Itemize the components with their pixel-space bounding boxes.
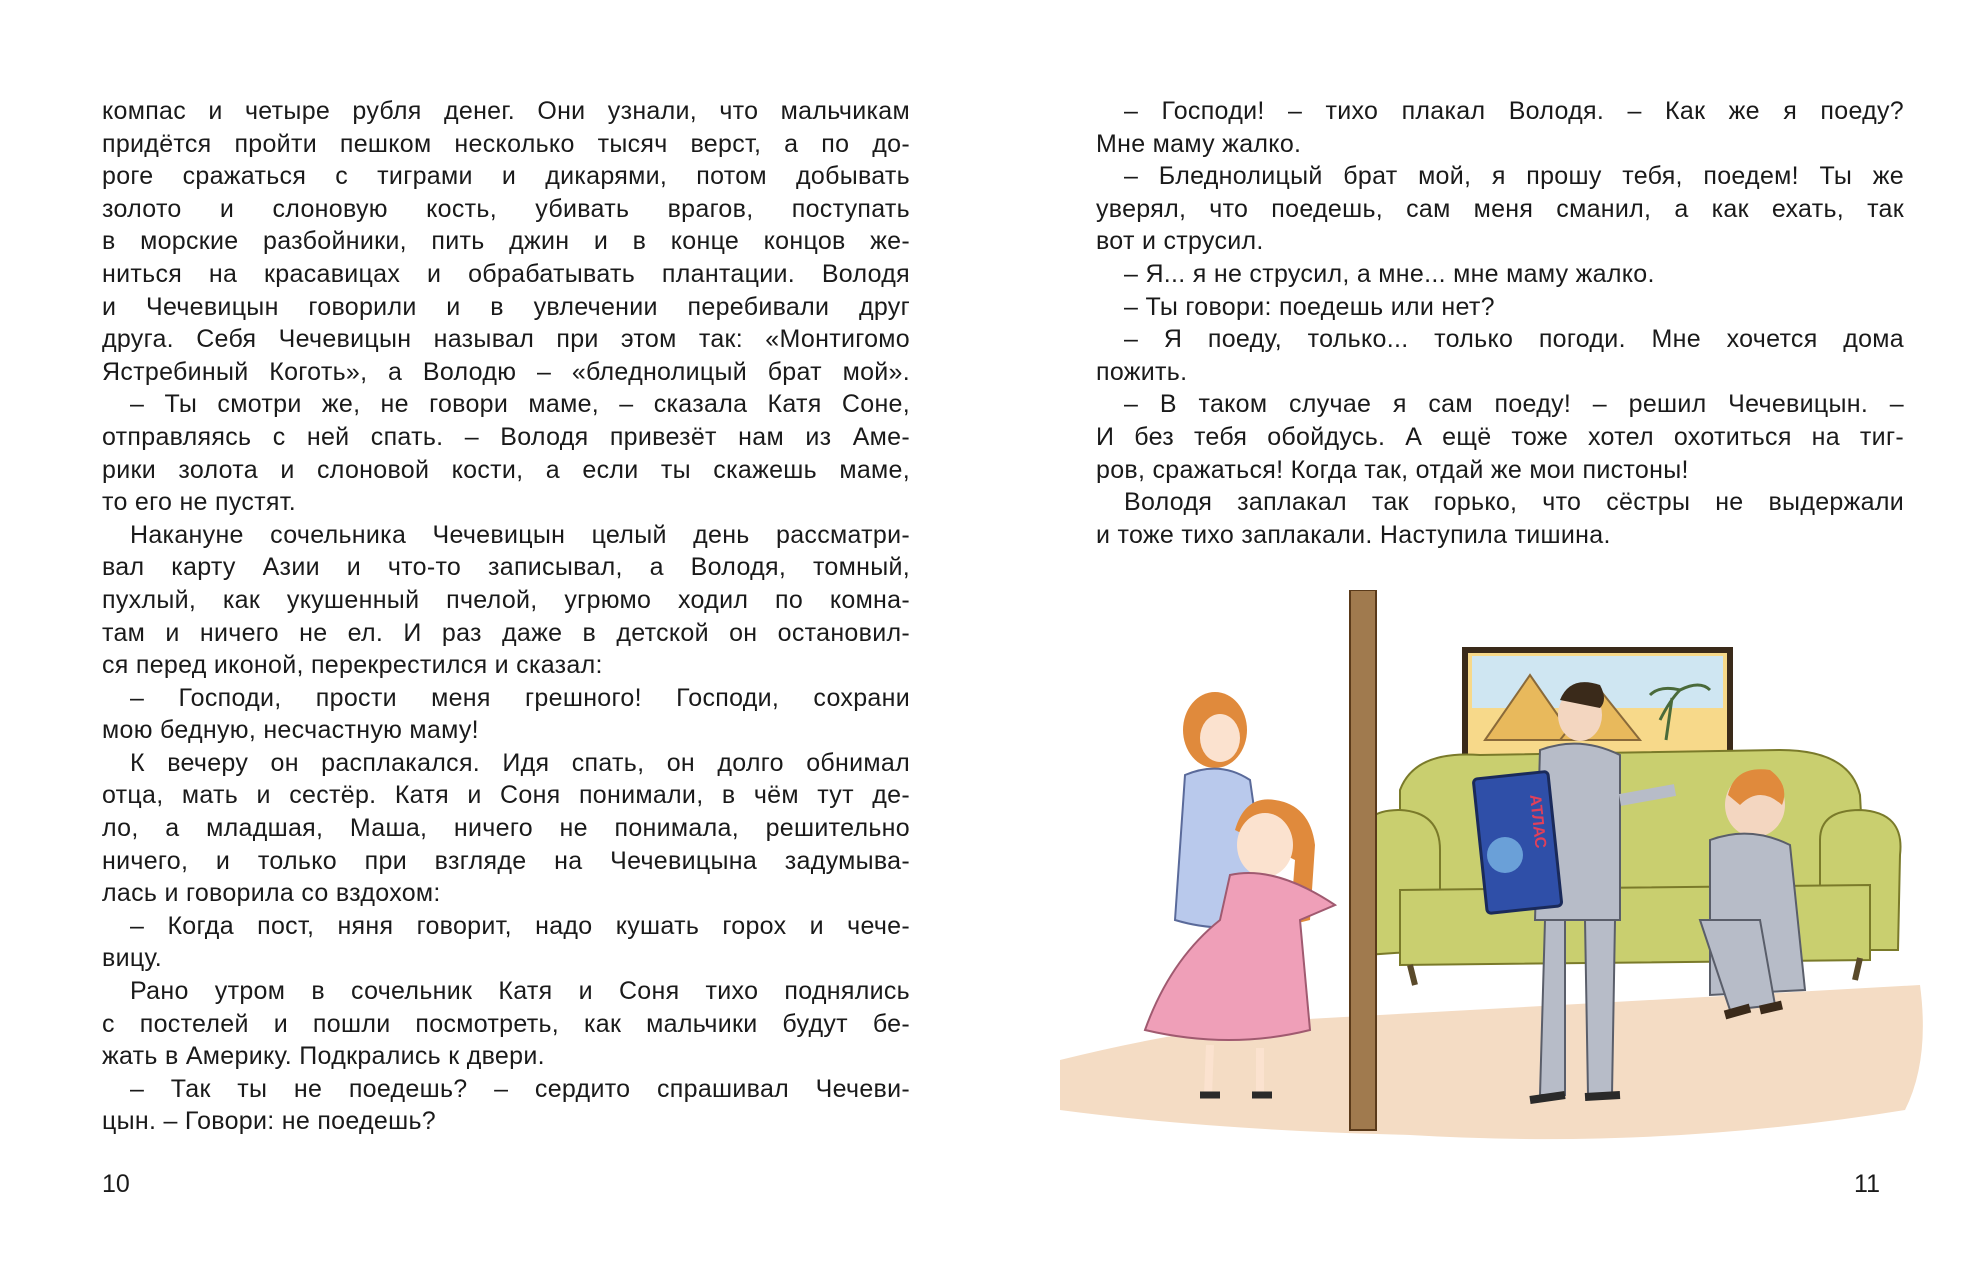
text-line: Рано утром в сочельник Катя и Соня тихо поднялись bbox=[130, 977, 910, 1006]
text-line: – Господи, прости меня грешного! Господи, сохрани bbox=[130, 683, 910, 712]
text-line: мою бедную, несчастную маму! bbox=[102, 716, 479, 745]
text-line: – Бледнолицый брат мой, я прошу тебя, поедем! Ты же bbox=[1124, 162, 1904, 191]
text-line: – Ты говори: поедешь или нет? bbox=[1124, 292, 1495, 321]
text-line: там и ничего не ел. И раз даже в детской он остановил- bbox=[102, 618, 910, 647]
text-line: Мне маму жалко. bbox=[1096, 129, 1302, 158]
text-line: придётся пройти пешком несколько тысяч верст, а по до- bbox=[102, 129, 910, 158]
right-text-block bbox=[1096, 95, 1904, 551]
text-line: вал карту Азии и что-то записывал, а Володя, томный, bbox=[102, 553, 910, 582]
text-line: ниться на красавицах и обрабатывать плантации. Володя bbox=[102, 259, 910, 288]
text-line: вицу. bbox=[102, 944, 163, 973]
text-line: компас и четыре рубля денег. Они узнали, что мальчикам bbox=[102, 97, 910, 125]
text-line: ничего, и только при взгляде на Чечевицына задумыва- bbox=[102, 846, 910, 875]
text-line: – Господи! – тихо плакал Володя. – Как же я поеду? bbox=[1124, 97, 1904, 125]
text-line: – В таком случае я сам поеду! – решил Чечевицын. – bbox=[1124, 390, 1904, 419]
text-line: вот и струсил. bbox=[1096, 227, 1264, 256]
text-line: – Когда пост, няня говорит, надо кушать горох и чече- bbox=[130, 911, 910, 940]
text-line: Накануне сочельника Чечевицын целый день рассматри- bbox=[130, 520, 910, 549]
text-line: ся перед иконой, перекрестился и сказал: bbox=[102, 651, 603, 680]
text-line: – Ты смотри же, не говори маме, – сказала Катя Соне, bbox=[130, 390, 910, 419]
text-line: пожить. bbox=[1096, 357, 1188, 386]
text-line: – Я... я не струсил, а мне... мне маму жалко. bbox=[1124, 259, 1655, 288]
text-line: Володя заплакал так горько, что сёстры не выдержали bbox=[1124, 488, 1904, 517]
text-line: цын. – Говори: не поедешь? bbox=[102, 1107, 436, 1136]
left-text-block bbox=[102, 95, 910, 1138]
text-line: отца, мать и сестёр. Катя и Соня понимали, в чём тут де- bbox=[102, 781, 910, 810]
text-line: роге сражаться с тиграми и дикарями, потом добывать bbox=[102, 162, 910, 191]
text-line: пухлый, как укушенный пчелой, угрюмо ходил по комна- bbox=[102, 585, 910, 614]
text-line: друга. Себя Чечевицын называл при этом так: «Монтигомо bbox=[102, 325, 910, 354]
sofa bbox=[1364, 750, 1900, 985]
atlas-label: АТЛАС bbox=[1526, 793, 1549, 850]
text-line: И без тебя обойдусь. А ещё тоже хотел охотиться на тиг- bbox=[1096, 422, 1904, 451]
text-line: с постелей и пошли посмотреть, как мальчики будут бе- bbox=[102, 1009, 910, 1038]
text-line: то его не пустят. bbox=[102, 488, 296, 517]
right-page bbox=[992, 0, 1984, 1270]
text-line: ров, сражаться! Когда так, отдай же мои пистоны! bbox=[1096, 455, 1689, 484]
page-number: 11 bbox=[1854, 1170, 1880, 1198]
story-illustration bbox=[1060, 590, 1930, 1150]
text-line: лась и говорила со вздохом: bbox=[102, 879, 441, 908]
door-post bbox=[1350, 590, 1376, 1130]
text-line: ло, а младшая, Маша, ничего не понимала, решительно bbox=[102, 814, 910, 843]
text-line: жать в Америку. Подкрались к двери. bbox=[102, 1042, 545, 1071]
text-line: золото и слоновую кость, убивать врагов, поступать bbox=[102, 194, 910, 223]
text-line: отправляясь с ней спать. – Володя привезёт нам из Аме- bbox=[102, 422, 910, 451]
text-line: – Я поеду, только... только погоди. Мне хочется дома bbox=[1124, 325, 1904, 354]
text-line: – Так ты не поедешь? – сердито спрашивал Чечеви- bbox=[130, 1074, 910, 1103]
text-line: и тоже тихо заплакали. Наступила тишина. bbox=[1096, 520, 1611, 549]
text-line: и Чечевицын говорили и в увлечении перебивали друг bbox=[102, 292, 910, 321]
text-line: рики золота и слоновой кости, а если ты скажешь маме, bbox=[102, 455, 910, 484]
text-line: в морские разбойники, пить джин и в конце концов же- bbox=[102, 227, 910, 256]
page-number: 10 bbox=[102, 1170, 130, 1198]
text-line: уверял, что поедешь, сам меня сманил, а как ехать, так bbox=[1096, 194, 1904, 223]
text-line: К вечеру он расплакался. Идя спать, он долго обнимал bbox=[130, 748, 910, 777]
text-line: Ястребиный Коготь», а Володю – «бледнолицый брат мой». bbox=[102, 357, 910, 386]
